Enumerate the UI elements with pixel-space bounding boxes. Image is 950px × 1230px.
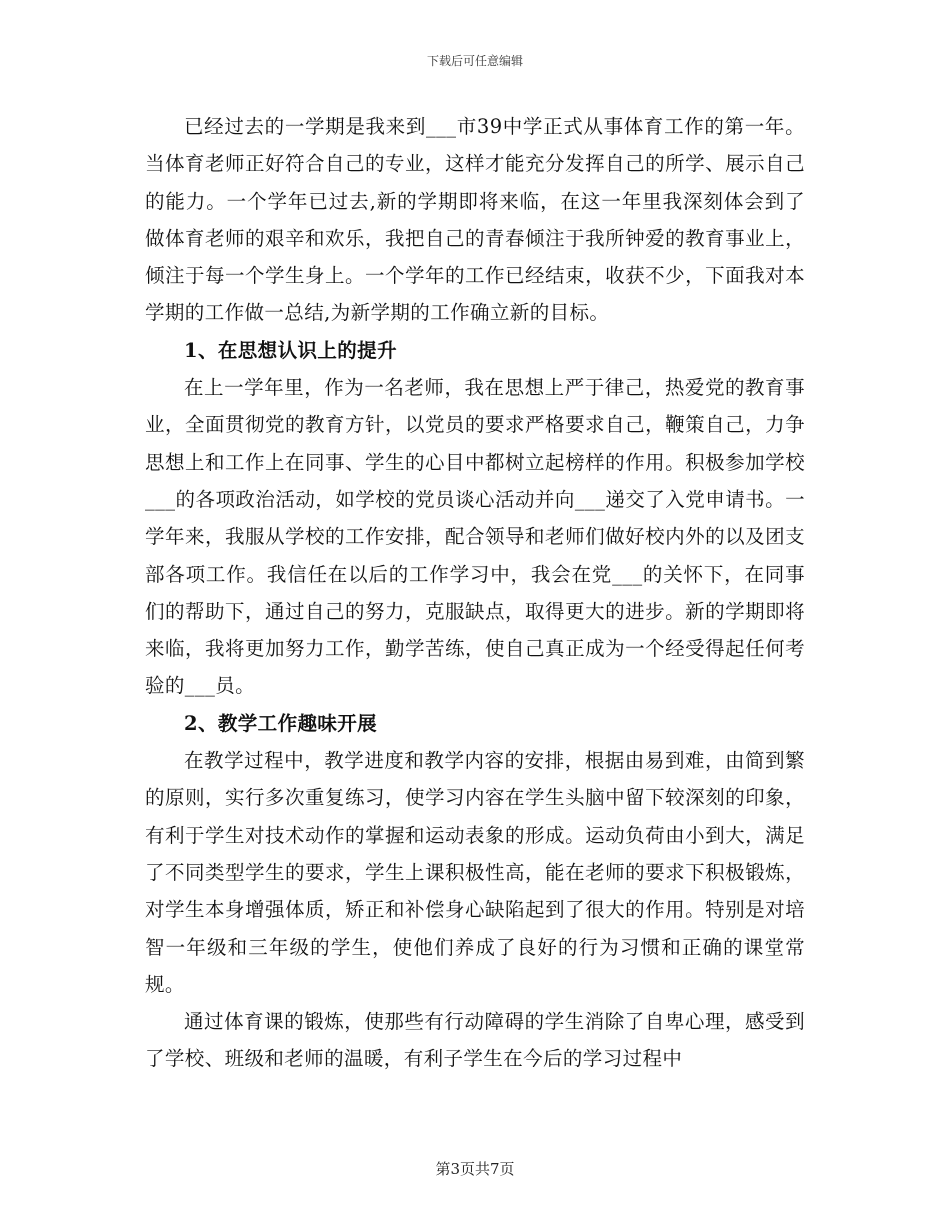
- section-heading-1: 1、在思想认识上的提升: [184, 338, 397, 362]
- page-header: 下载后可任意编辑: [426, 54, 523, 68]
- section-1-paragraph: 在上一学年里，作为一名老师，我在思想上严于律己，热爱党的教育事业，全面贯彻党的教育方针，以党员的要求严格要求自己，鞭策自己，力争思想上和工作上在同事、学生的心目中都树立起榜样的作用。积极参加学校___的各项政治活动，如学校的党员谈心活动并向___递交了入党申请书。一学年来，我服从学校的工作安排，配合领导和老师们做好校内外的以及团支部各项工作。我信任在以后的工作学习中，我会在党___的关怀下，在同事们的帮助下，通过自己的努力，克服缺点，取得更大的进步。新的学期即将来临，我将更加努力工作，勤学苦练，使自己真正成为一个经受得起任何考验的___员。: [145, 376, 805, 698]
- section-2-paragraph-2: 通过体育课的锻炼，使那些有行动障碍的学生消除了自卑心理，感受到了学校、班级和老师的温暖，有利子学生在今后的学习过程中: [145, 1010, 805, 1071]
- section-heading-2: 2、教学工作趣味开展: [184, 711, 378, 735]
- intro-paragraph: 已经过去的一学期是我来到___市39中学正式从事体育工作的第一年。当体育老师正好符合自己的专业，这样才能充分发挥自己的所学、展示自己的能力。一个学年已过去,新的学期即将来临，在这一年里我深刻体会到了做体育老师的艰辛和欢乐，我把自己的青春倾注于我所钟爱的教育事业上，倾注于每一个学生身上。一个学年的工作已经结束，收获不少，下面我对本学期的工作做一总结,为新学期的工作确立新的目标。: [145, 115, 805, 325]
- section-2-paragraph-1: 在教学过程中，教学进度和教学内容的安排，根据由易到难，由简到繁的原则，实行多次重复练习，使学习内容在学生头脑中留下较深刻的印象，有利于学生对技术动作的掌握和运动表象的形成。运动负荷由小到大，满足了不同类型学生的要求，学生上课积极性高，能在老师的要求下积极锻炼，对学生本身增强体质，矫正和补偿身心缺陷起到了很大的作用。特别是对培智一年级和三年级的学生，使他们养成了良好的行为习惯和正确的课堂常规。: [145, 749, 805, 996]
- document-body: [145, 108, 805, 1078]
- page-number: 第3页共7页: [435, 1160, 515, 1178]
